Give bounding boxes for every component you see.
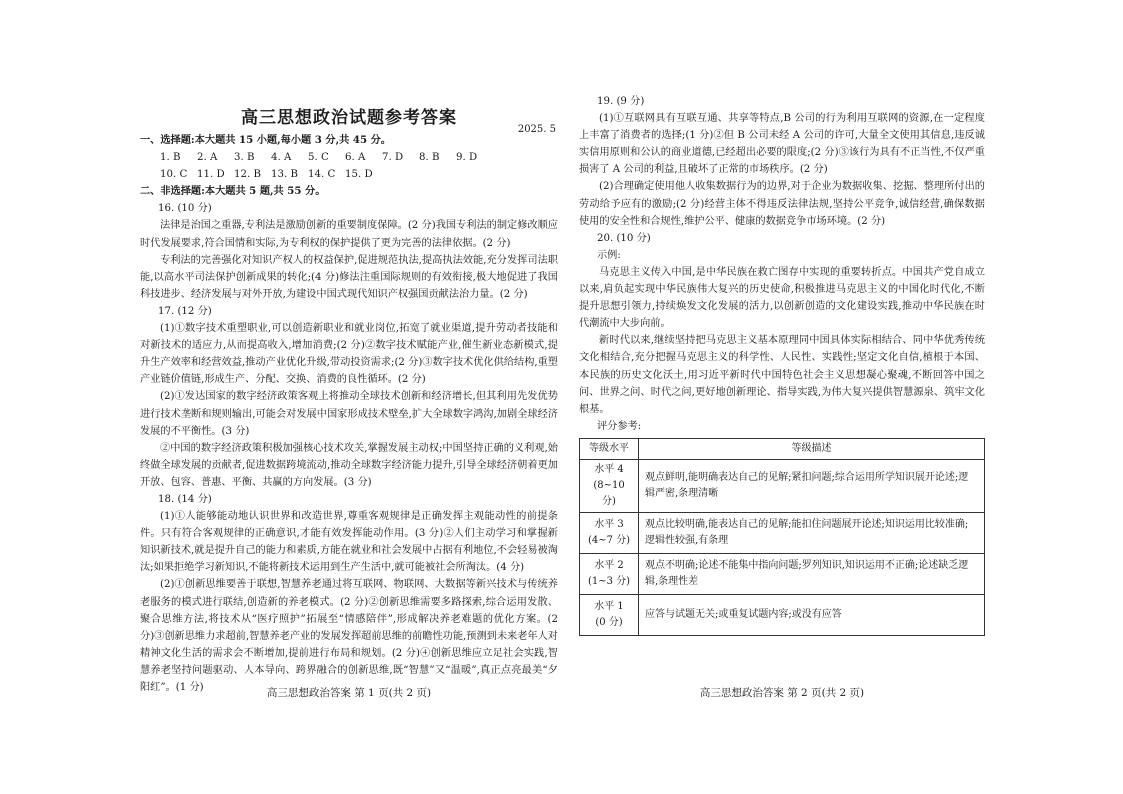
answer-2: 2. A bbox=[197, 152, 218, 164]
rubric-description: 观点不明确;论述不能集中指向问题;罗列知识,知识运用不正确;论述缺乏逻辑,条理性差 bbox=[639, 553, 985, 594]
rubric-description: 观点比较明确,能表达自己的见解;能扣住问题展开论述;知识运用比较准确;逻辑性较强,有条理 bbox=[639, 512, 985, 553]
document-title: 高三思想政治试题参考答案 bbox=[241, 108, 457, 128]
answer-row-1 bbox=[140, 149, 558, 166]
rubric-points: (1~3 分) bbox=[587, 575, 631, 587]
rubric-row bbox=[580, 512, 985, 553]
q20-label: 20. (10 分) bbox=[597, 232, 651, 244]
q18-paragraph-2: (2)①创新思维要善于联想,智慧养老通过将互联网、物联网、大数据等新兴技术与传统养老服务的模式进行联结,创造新的养老模式。(2 分)②创新思维需要多路探索,综合运用发散、聚合思维方法,将技术从“医疗照护”拓展至“情感陪伴”,形成解决养老难题的优化方案。(2 分)③创新思维力求超前,智慧养老产业的发展发挥超前思维的前瞻性功能,预测到未来老年人对精神文化生活的需求会不断增加,提前进行布局和规划。(2 分)④创新思维应立足社会实践,智慧养老坚持问题驱动、人本导向、跨界融合的创新思维,既“智慧”又“温暖”,真正点亮最美“夕阳红”。(1 分) bbox=[140, 579, 558, 693]
rubric-points: (4~7 分) bbox=[587, 534, 631, 546]
answer-15: 15. D bbox=[345, 169, 373, 181]
answer-9: 9. D bbox=[456, 152, 478, 164]
rubric-level-cell bbox=[580, 594, 639, 635]
rubric-row bbox=[580, 553, 985, 594]
rubric-row bbox=[580, 459, 985, 512]
answer-14: 14. C bbox=[308, 169, 336, 181]
q20-paragraph-2: 新时代以来,继续坚持把马克思主义基本原理同中国具体实际相结合、同中华优秀传统文化相结合,充分把握马克思主义的科学性、人民性、实践性;坚定文化自信,植根于本国、本民族的历史文化沃土,用习近平新时代中国特色社会主义思想凝心聚魂,不断回答中国之问、世界之问、时代之问,更好地创新理论、指导实践,为伟大复兴提供智慧源泉、筑牢文化根基。 bbox=[579, 335, 985, 415]
rubric-points: (8~10 分) bbox=[593, 479, 625, 507]
q20-example-label: 示例: bbox=[597, 249, 621, 261]
answer-row-2 bbox=[140, 166, 558, 183]
section-1-heading: 一、选择题:本大题共 15 小题,每小题 3 分,共 45 分。 bbox=[140, 134, 391, 146]
rubric-level: 水平 1 bbox=[594, 600, 624, 612]
q18-paragraph-1: (1)①人能够能动地认识世界和改造世界,尊重客观规律是正确发挥主观能动性的前提条件。只有符合客观规律的正确意识,才能有效发挥能动作用。(3 分)②人们主动学习和掌握新知识新技术,就是提升自己的能力和素质,方能在就业和社会发展中占据有利地位,不会轻易被淘汰;如果拒绝学习新知识,不能将新技术运用到生产生活中,就可能被社会所淘汰。(4 分) bbox=[140, 511, 558, 574]
page-1-footer: 高三思想政治答案 第 1 页(共 2 页) bbox=[266, 687, 432, 699]
rubric-description: 观点鲜明,能明确表达自己的见解;紧扣问题;综合运用所学知识展开论述;逻辑严密,条理清晰 bbox=[639, 459, 985, 512]
answer-6: 6. A bbox=[345, 152, 366, 164]
answer-12: 12. B bbox=[234, 169, 261, 181]
q17-paragraph-2: (2)①发达国家的数字经济政策客观上将推动全球技术创新和经济增长,但其利用先发优势进行技术垄断和规则输出,可能会对发展中国家形成技术壁垒,扩大全球数字鸿沟,加剧全球经济发展的不平衡性。(3 分) bbox=[140, 391, 558, 437]
answer-4: 4. A bbox=[271, 152, 292, 164]
rubric-label: 评分参考: bbox=[597, 420, 642, 432]
rubric-level: 水平 2 bbox=[594, 559, 624, 571]
answer-8: 8. B bbox=[419, 152, 440, 164]
answer-13: 13. B bbox=[271, 169, 298, 181]
answer-1: 1. B bbox=[160, 152, 181, 164]
q17-label: 17. (12 分) bbox=[158, 305, 212, 317]
answer-10: 10. C bbox=[160, 169, 188, 181]
answer-7: 7. D bbox=[382, 152, 404, 164]
rubric-level: 水平 4 bbox=[594, 463, 624, 475]
q18-label: 18. (14 分) bbox=[158, 493, 212, 505]
page-2-footer: 高三思想政治答案 第 2 页(共 2 页) bbox=[699, 687, 865, 699]
rubric-table bbox=[579, 438, 985, 636]
q16-paragraph-2: 专利法的完善强化对知识产权人的权益保护,促进规范执法,提高执法效能,充分发挥司法职能,以高水平司法保护创新成果的转化;(4 分)修法注重国际规则的有效衔接,极大地促进了我国科技进步、经济发展与对外开放,为建设中国式现代知识产权强国贡献法治力量。(2 分) bbox=[140, 254, 558, 300]
rubric-points: (0 分) bbox=[595, 616, 623, 628]
q19-label: 19. (9 分) bbox=[597, 96, 645, 107]
q19-paragraph-1: (1)①互联网具有互联互通、共享等特点,B 公司的行为利用互联网的资源,在一定程度上丰富了消费者的选择;(1 分)②但 B 公司未经 A 公司的许可,大量全文使用其信息,违反诚实信用原则和公认的商业道德,已经超出必要的限度;(2 分)③该行为具有不正当性,不仅严重损害了 A 公司的利益,且破坏了正常的市场秩序。(2 分) bbox=[579, 113, 985, 176]
page-2 bbox=[579, 0, 985, 794]
q16-label: 16. (10 分) bbox=[158, 203, 212, 215]
page-1-content bbox=[140, 132, 558, 696]
rubric-header-description: 等级描述 bbox=[639, 438, 985, 459]
rubric-level: 水平 3 bbox=[594, 518, 624, 530]
page-2-content bbox=[579, 93, 985, 636]
rubric-level-cell bbox=[580, 459, 639, 512]
page-1 bbox=[140, 0, 558, 794]
q17-paragraph-1: (1)①数字技术重塑职业,可以创造新职业和就业岗位,拓宽了就业渠道,提升劳动者技能和对新技术的适应力,从而提高收入,增加消费;(2 分)②数字技术赋能产业,催生新业态新模式,提升生产效率和经营效益,推动产业优化升级,带动投资需求;(2 分)③数字技术优化供给结构,重塑产业链价值链,形成生产、分配、交换、消费的良性循环。(2 分) bbox=[140, 323, 558, 386]
answer-3: 3. B bbox=[234, 152, 255, 164]
answer-5: 5. C bbox=[308, 152, 329, 164]
answer-11: 11. D bbox=[197, 169, 225, 181]
rubric-level-cell bbox=[580, 553, 639, 594]
rubric-header-row bbox=[580, 438, 985, 459]
q19-paragraph-2: (2)合理确定使用他人收集数据行为的边界,对于企业为数据收集、挖掘、整理所付出的劳动给予应有的激励;(2 分)经营主体不得违反法律法规,坚持公平竞争,诚信经营,确保数据使用的安全性和合规性,维护公平、健康的数据竞争市场环境。(2 分) bbox=[579, 181, 985, 227]
q16-paragraph-1: 法律是治国之重器,专利法是激励创新的重要制度保障。(2 分)我国专利法的制定修改顺应时代发展要求,符合国情和实际,为专利权的保护提供了更为完善的法律依据。(2 分) bbox=[140, 220, 558, 249]
rubric-description: 应答与试题无关;或重复试题内容;或没有应答 bbox=[639, 594, 985, 635]
section-2-heading: 二、非选择题:本大题共 5 题,共 55 分。 bbox=[140, 185, 326, 198]
rubric-level-cell bbox=[580, 512, 639, 553]
document-date: 2025. 5 bbox=[517, 124, 556, 135]
q17-paragraph-3: ②中国的数字经济政策积极加强核心技术攻关,掌握发展主动权;中国坚持正确的义利观,始终做全球发展的贡献者,促进数据跨境流动,推动全球数字经济能力提升,引导全球经济朝着更加开放、包容、普惠、平衡、共赢的方向发展。(3 分) bbox=[140, 442, 558, 488]
rubric-header-level: 等级水平 bbox=[580, 438, 639, 459]
q20-paragraph-1: 马克思主义传入中国,是中华民族在救亡图存中实现的重要转折点。中国共产党自成立以来,肩负起实现中华民族伟大复兴的历史使命,积极推进马克思主义的中国化时代化,不断提升思想引领力,持续焕发文化发展的活力,以创新创造的文化建设实践,推动中华民族在时代潮流中大步向前。 bbox=[579, 266, 985, 330]
rubric-row bbox=[580, 594, 985, 635]
